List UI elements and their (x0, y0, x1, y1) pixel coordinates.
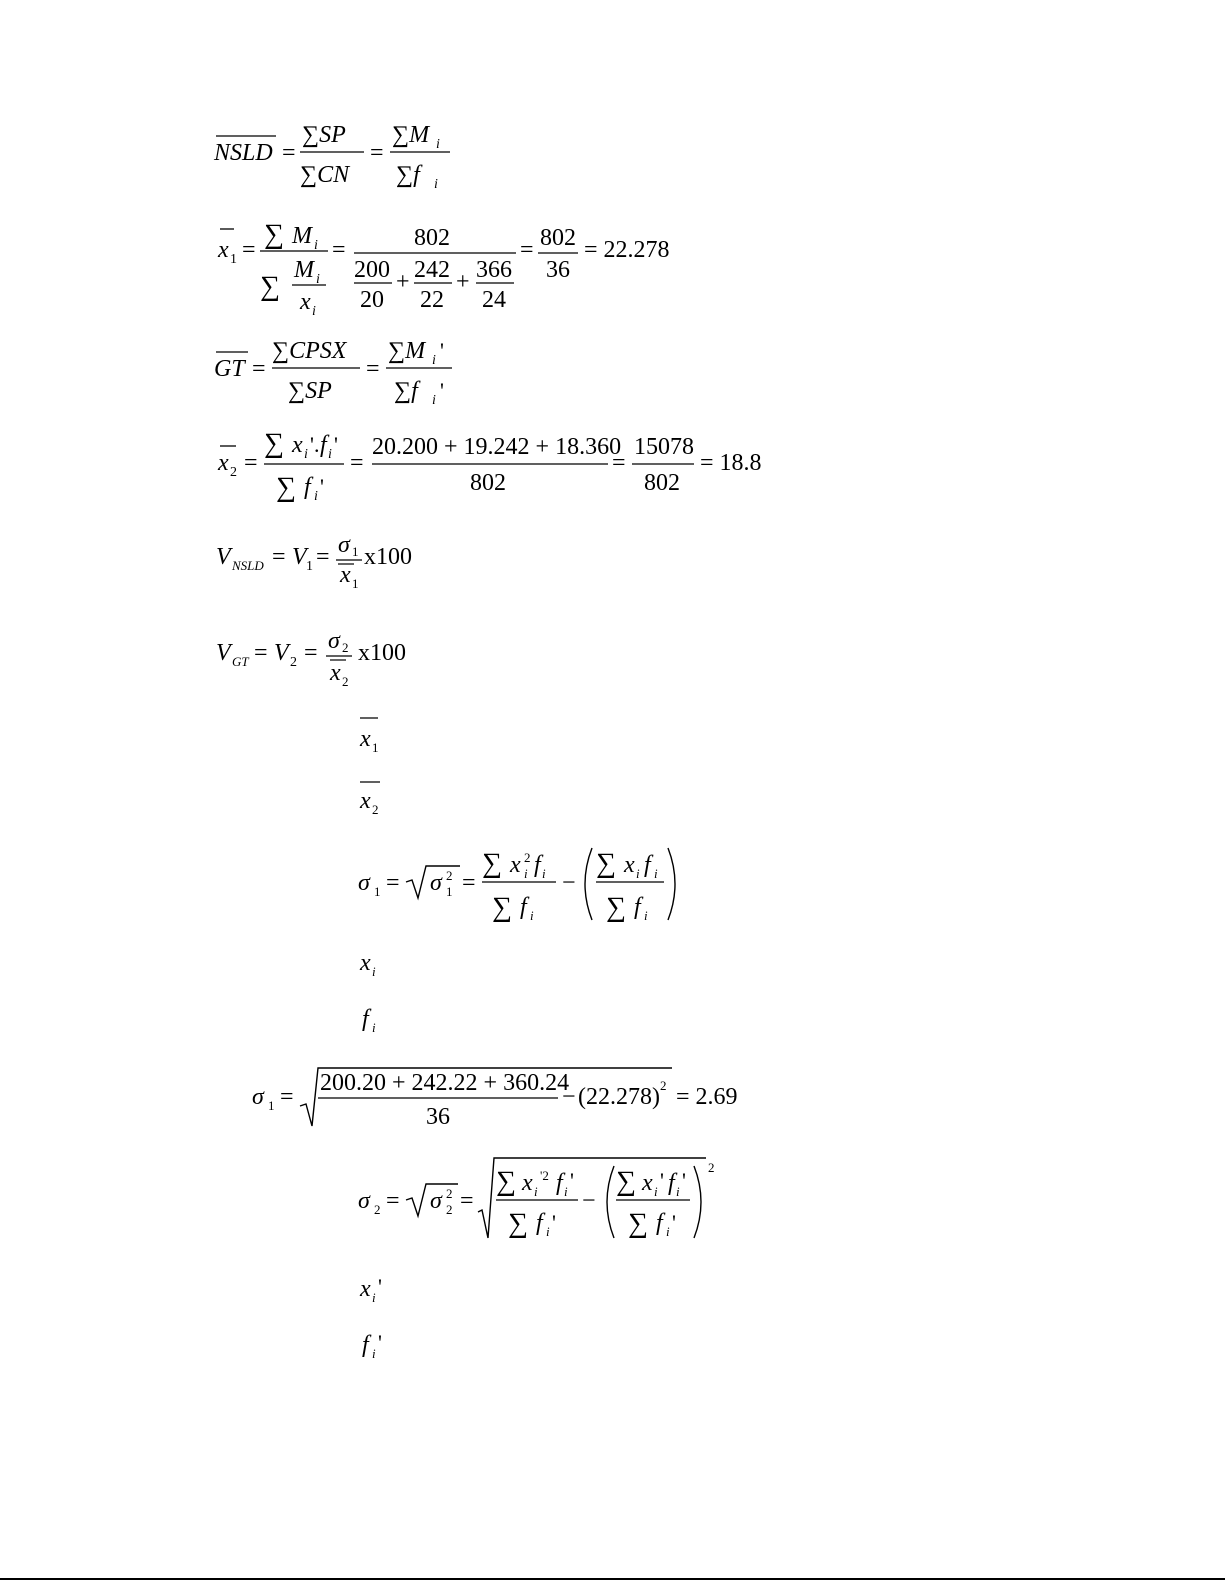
v-symbol: V (216, 544, 231, 570)
superscript-2: 2 (524, 850, 531, 865)
sigma-sum: ∑ (264, 219, 284, 250)
equals-sign: = (460, 1188, 474, 1214)
prime-mark: ' (440, 338, 444, 363)
equals-sign: = (462, 870, 476, 896)
x-symbol: x (300, 289, 311, 315)
subscript-2: 2 (342, 674, 349, 689)
x-symbol: x (360, 726, 371, 752)
mean-squared: (22.278) (578, 1084, 660, 1110)
subscript-i: i (676, 1184, 680, 1199)
symbol-fi-prime-svg (358, 1322, 398, 1366)
subscript-2: 2 (342, 640, 349, 655)
sigma-sum: ∑ (606, 892, 626, 923)
f-symbol: f (534, 852, 541, 878)
equation-x2-mean-svg (214, 424, 774, 504)
superscript-2: 2 (708, 1160, 715, 1175)
prime-mark: ' (660, 1168, 664, 1193)
subscript-i: i (434, 177, 438, 192)
sum-cn: ∑CN (300, 162, 350, 188)
denominator-36: 36 (426, 1104, 450, 1130)
result-value: = 18.8 (700, 450, 762, 476)
symbol-xi-prime-svg (358, 1266, 398, 1310)
subscript-1: 1 (374, 884, 381, 899)
sigma-sum: ∑ (264, 428, 284, 459)
equals-sign: = (242, 237, 256, 263)
equation-x1-mean (214, 215, 684, 325)
term2-denominator: 22 (420, 287, 444, 313)
sigma-symbol: σ (338, 532, 350, 558)
sigma-symbol: σ (252, 1084, 264, 1110)
term2-numerator: 242 (414, 257, 450, 283)
symbol-x1-bar (358, 712, 398, 756)
result-value: = 2.69 (676, 1084, 738, 1110)
result-numerator: 802 (540, 225, 576, 251)
symbol-fi-svg (358, 996, 398, 1040)
xi-symbol: x (292, 432, 303, 458)
denominator-802: 802 (470, 470, 506, 496)
equation-x1-mean-svg (214, 215, 684, 325)
sigma-sum: ∑ (628, 1208, 648, 1239)
equals-sign: = (386, 1188, 400, 1214)
total-802: 802 (414, 225, 450, 251)
subscript-i: i (372, 1290, 376, 1305)
equals-sign: = (244, 450, 258, 476)
subscript-i: i (654, 866, 658, 881)
x-symbol: x (522, 1170, 533, 1196)
equals-sign: = (282, 140, 296, 166)
subscript-2: 2 (290, 655, 297, 670)
sigma-sum: ∑ (276, 472, 296, 503)
symbol-fi (358, 996, 398, 1040)
prime-dot: '. (310, 432, 320, 457)
subscript-i: i (372, 1346, 376, 1361)
x-symbol: x (218, 237, 229, 263)
prime-mark: ' (682, 1168, 686, 1193)
sigma-sum: ∑ (492, 892, 512, 923)
subscript-2: 2 (446, 1202, 453, 1217)
superscript-2: 2 (446, 1186, 453, 1201)
subscript-nsld: NSLD (232, 558, 264, 573)
subscript-i: i (314, 489, 318, 504)
f-symbol: f (668, 1170, 675, 1196)
x-symbol: x (218, 450, 229, 476)
fi-symbol: f (304, 474, 311, 500)
term3-numerator: 366 (476, 257, 512, 283)
prime-mark: ' (440, 378, 444, 403)
symbol-xi (358, 940, 398, 984)
f-symbol: f (656, 1210, 663, 1236)
subscript-i: i (432, 353, 436, 368)
equation-sigma1-formula-svg (356, 838, 696, 928)
sum-m: ∑M (392, 122, 430, 148)
times-100: x100 (364, 544, 412, 570)
minus-sign: − (562, 1084, 576, 1110)
symbol-fi-prime (358, 1322, 398, 1366)
equation-gt-mean (214, 332, 474, 412)
subscript-1: 1 (306, 559, 313, 574)
sigma-sum: ∑ (508, 1208, 528, 1239)
subscript-i: i (312, 304, 316, 319)
f-symbol: f (362, 1006, 369, 1032)
sum-f: ∑f (394, 378, 418, 404)
prime-mark: ' (378, 1274, 382, 1299)
subscript-1: 1 (352, 576, 359, 591)
sigma-sum: ∑ (260, 271, 280, 302)
equals-sign: = (304, 640, 318, 666)
subscript-i: i (436, 137, 440, 152)
prime-mark: ' (570, 1168, 574, 1193)
fi-symbol: f (320, 432, 327, 458)
prime-mark: ' (672, 1210, 676, 1235)
sigma-sum: ∑ (596, 848, 616, 879)
equation-nsld-mean (214, 114, 474, 194)
sum-f: ∑f (396, 162, 420, 188)
equals-sign: = (612, 450, 626, 476)
x-symbol: x (360, 788, 371, 814)
term1-denominator: 20 (360, 287, 384, 313)
v-symbol: V (292, 544, 307, 570)
equation-sigma2-formula-svg (356, 1152, 726, 1244)
x-symbol: x (510, 852, 521, 878)
subscript-i: i (666, 1224, 670, 1239)
x-symbol: x (642, 1170, 653, 1196)
nsld-label: NSLD (214, 140, 273, 166)
f-symbol: f (536, 1210, 543, 1236)
m-symbol: M (294, 257, 314, 283)
subscript-i: i (372, 964, 376, 979)
equals-sign: = (370, 140, 384, 166)
subscript-gt: GT (232, 654, 249, 669)
prime-mark: ' (334, 432, 338, 457)
prime-mark: ' (378, 1330, 382, 1355)
sigma-sum: ∑ (496, 1166, 516, 1197)
equals-sign: = (316, 544, 330, 570)
equation-v-nsld-svg (214, 530, 434, 600)
term1-numerator: 200 (354, 257, 390, 283)
sum-sp: ∑SP (288, 378, 332, 404)
symbol-x2-bar (358, 774, 398, 818)
sigma-sum: ∑ (616, 1166, 636, 1197)
subscript-1: 1 (268, 1098, 275, 1113)
superscript-2: 2 (660, 1078, 667, 1093)
equals-sign: = (254, 640, 268, 666)
plus-sign: + (456, 269, 470, 295)
sigma-symbol: σ (358, 1188, 370, 1214)
subscript-i: i (328, 447, 332, 462)
sigma-symbol: σ (358, 870, 370, 896)
symbol-x2-bar-svg (358, 774, 398, 818)
subscript-i: i (644, 908, 648, 923)
x-symbol: x (360, 1276, 371, 1302)
subscript-i: i (534, 1184, 538, 1199)
subscript-i: i (524, 866, 528, 881)
v-symbol: V (274, 640, 289, 666)
subscript-i: i (372, 1020, 376, 1035)
sigma-sum: ∑ (482, 848, 502, 879)
m-symbol: M (292, 223, 312, 249)
subscript-2: 2 (372, 802, 379, 817)
subscript-1: 1 (352, 544, 359, 559)
subscript-i: i (432, 393, 436, 408)
subscript-1: 1 (230, 252, 237, 267)
equation-sigma2-formula (356, 1152, 726, 1244)
equation-sigma1-value-svg (250, 1060, 750, 1136)
result-numerator: 15078 (634, 434, 694, 460)
sigma-symbol: σ (328, 628, 340, 654)
result-denominator: 802 (644, 470, 680, 496)
subscript-2: 2 (230, 465, 237, 480)
subscript-i: i (304, 447, 308, 462)
symbol-xi-prime (358, 1266, 398, 1310)
equals-sign: = (520, 237, 534, 263)
result-denominator: 36 (546, 257, 570, 283)
sigma-symbol: σ (430, 870, 442, 896)
f-symbol: f (556, 1170, 563, 1196)
subscript-i: i (654, 1184, 658, 1199)
f-symbol: f (634, 894, 641, 920)
x-symbol: x (624, 852, 635, 878)
equals-sign: = (366, 356, 380, 382)
subscript-i: i (636, 866, 640, 881)
subscript-2: 2 (374, 1202, 381, 1217)
plus-sign: + (396, 269, 410, 295)
page-bottom-rule (0, 1578, 1225, 1580)
prime-squared: '2 (540, 1168, 549, 1183)
sum-m: ∑M (388, 338, 426, 364)
subscript-i: i (316, 272, 320, 287)
subscript-1: 1 (446, 884, 453, 899)
equation-gt-mean-svg (214, 332, 474, 412)
symbol-x1-bar-svg (358, 712, 398, 756)
minus-sign: − (562, 870, 576, 896)
x-symbol: x (340, 562, 351, 588)
x-symbol: x (360, 950, 371, 976)
equation-sigma1-value (250, 1060, 750, 1136)
equation-x2-mean (214, 424, 774, 504)
v-symbol: V (216, 640, 231, 666)
x-symbol: x (330, 660, 341, 686)
sigma-symbol: σ (430, 1188, 442, 1214)
symbol-xi-svg (358, 940, 398, 984)
term3-denominator: 24 (482, 287, 506, 313)
equation-nsld-mean-svg (214, 114, 474, 194)
f-symbol: f (520, 894, 527, 920)
equals-sign: = (280, 1084, 294, 1110)
subscript-i: i (530, 908, 534, 923)
f-symbol: f (644, 852, 651, 878)
subscript-i: i (314, 238, 318, 253)
sum-numerator: 200.20 + 242.22 + 360.24 (320, 1070, 570, 1096)
times-100: x100 (358, 640, 406, 666)
equation-v-gt-svg (214, 626, 434, 696)
equation-v-gt (214, 626, 434, 696)
subscript-i: i (542, 866, 546, 881)
f-symbol: f (362, 1332, 369, 1358)
equals-sign: = (272, 544, 286, 570)
sum-numerator: 20.200 + 19.242 + 18.360 (372, 434, 622, 460)
equation-sigma1-formula (356, 838, 696, 928)
prime-mark: ' (552, 1210, 556, 1235)
sum-cpsx: ∑CPSX (272, 338, 347, 364)
subscript-i: i (546, 1224, 550, 1239)
equals-sign: = (332, 237, 346, 263)
equals-sign: = (386, 870, 400, 896)
subscript-i: i (564, 1184, 568, 1199)
minus-sign: − (582, 1188, 596, 1214)
superscript-2: 2 (446, 868, 453, 883)
gt-label: GT (214, 356, 245, 382)
equals-sign: = (350, 450, 364, 476)
equals-sign: = (252, 356, 266, 382)
sum-sp: ∑SP (302, 122, 346, 148)
subscript-1: 1 (372, 740, 379, 755)
equation-v-nsld (214, 530, 434, 600)
result-value: = 22.278 (584, 237, 670, 263)
prime-mark: ' (320, 474, 324, 499)
